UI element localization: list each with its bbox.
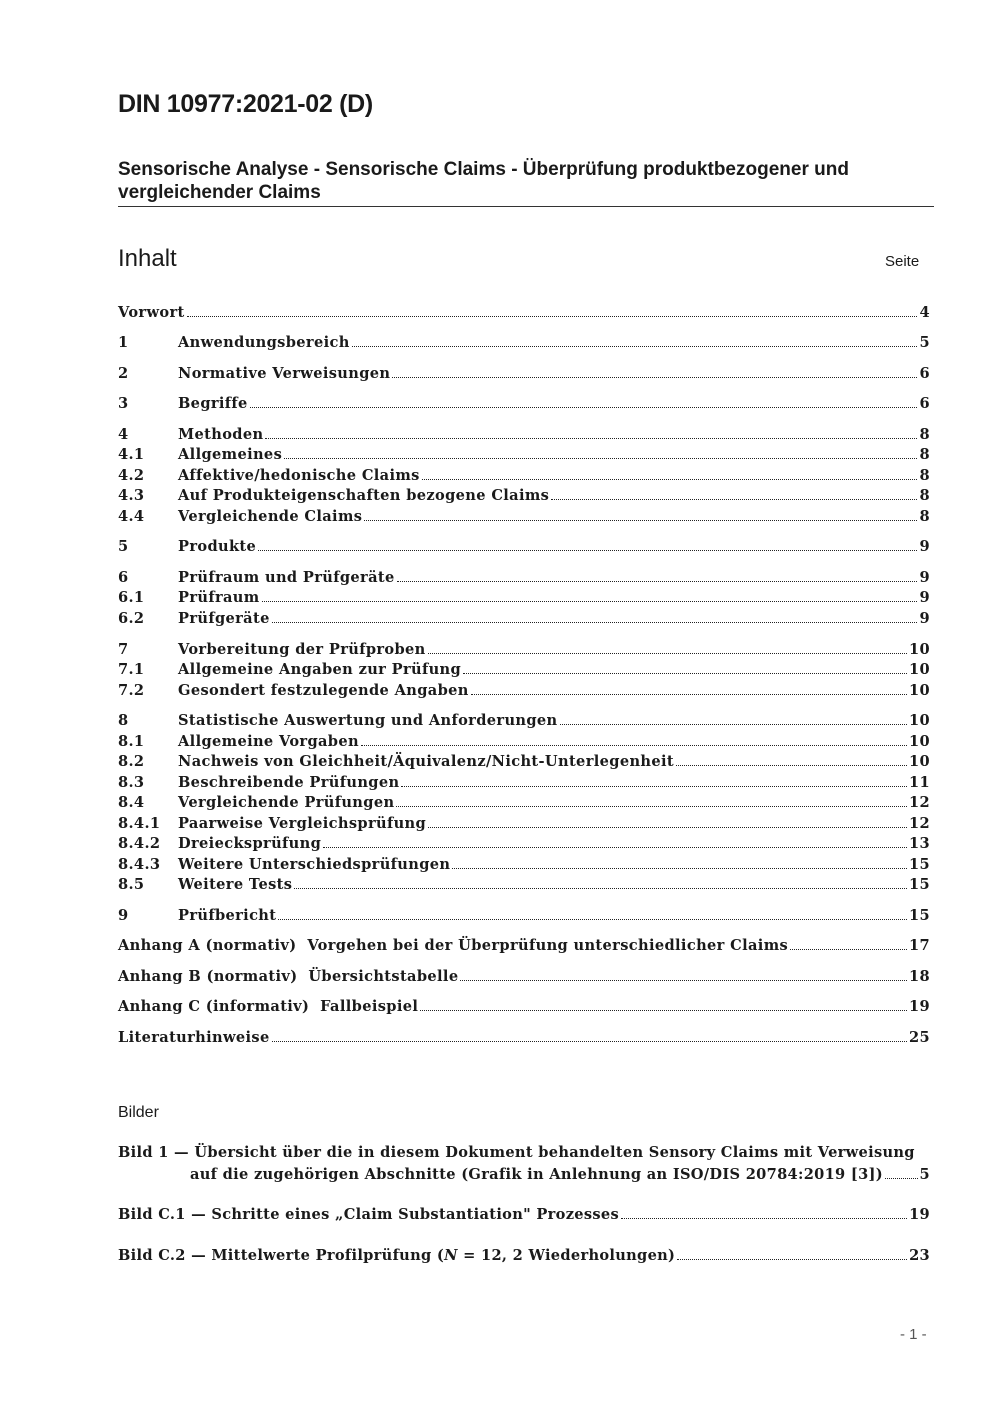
toc-entry-page: 15 (908, 907, 930, 924)
toc-entry-title: Allgemeine Vorgaben (178, 733, 359, 750)
toc-leader-dots (463, 673, 907, 674)
toc-leader-dots (397, 581, 918, 582)
toc-entry-number: 2 (118, 365, 129, 382)
toc-leader-dots (551, 499, 917, 500)
toc-leader-dots (471, 694, 907, 695)
toc-entry-page: 25 (908, 1029, 930, 1046)
toc-entry-title: Anhang C (informativ) Fallbeispiel (118, 998, 419, 1015)
toc-leader-dots (676, 765, 907, 766)
toc-entry[interactable] (118, 658, 930, 678)
document-title: Sensorische Analyse - Sensorische Claims - Überprüfung produktbezogener und vergleichender Claims (118, 159, 849, 203)
figure-entry-title-part: = 12, 2 Wiederholungen) (457, 1247, 676, 1264)
toc-entry-page: 9 (919, 569, 930, 586)
toc-entry[interactable] (118, 730, 930, 750)
toc-leader-dots (294, 888, 907, 889)
toc-entry-title: Prüfraum (178, 589, 260, 606)
toc-entry[interactable] (118, 362, 930, 382)
toc-entry-number: 1 (118, 334, 129, 351)
toc-entry-number: 4.1 (118, 446, 145, 463)
toc-entry[interactable] (118, 965, 930, 985)
toc-leader-dots (278, 919, 907, 920)
toc-entry[interactable] (118, 535, 930, 555)
toc-entry[interactable] (118, 934, 930, 954)
toc-entry-title: Prüfgeräte (178, 610, 270, 627)
toc-entry[interactable] (118, 586, 930, 606)
toc-entry-number: 4.4 (118, 508, 145, 525)
toc-entry[interactable] (118, 423, 930, 443)
toc-entry-title: Prüfraum und Prüfgeräte (178, 569, 395, 586)
toc-entry[interactable] (118, 566, 930, 586)
toc-entry-title: Vergleichende Claims (178, 508, 363, 525)
toc-entry[interactable] (118, 771, 930, 791)
toc-entry-page: 8 (919, 446, 930, 463)
toc-entry-number: 8.5 (118, 876, 145, 893)
figure-entry-1-line1[interactable]: Bild 1 — Übersicht über die in diesem Dokument behandelten Sensory Claims mit Verweisung (118, 1144, 915, 1161)
toc-entry-number: 8.4.2 (118, 835, 161, 852)
toc-entry[interactable] (118, 873, 930, 893)
toc-entry-page: 9 (919, 538, 930, 555)
toc-leader-dots (352, 346, 918, 347)
toc-entry-page: 8 (919, 467, 930, 484)
toc-entry[interactable] (118, 505, 930, 525)
toc-entry-page: 10 (908, 753, 930, 770)
toc-entry[interactable] (118, 791, 930, 811)
toc-entry-title: Anwendungsbereich (178, 334, 350, 351)
toc-entry-page: 19 (908, 998, 930, 1015)
toc-entry-page: 9 (919, 589, 930, 606)
toc-entry-title: Prüfbericht (178, 907, 277, 924)
toc-leader-dots (677, 1259, 907, 1260)
toc-entry-page: 15 (908, 856, 930, 873)
toc-entry[interactable] (118, 484, 930, 504)
toc-entry-page: 12 (908, 815, 930, 832)
toc-entry-title: Begriffe (178, 395, 248, 412)
toc-entry-number: 5 (118, 538, 129, 555)
toc-heading: Inhalt (118, 245, 177, 272)
toc-entry-number: 7.2 (118, 682, 145, 699)
figure-entry-title (118, 1247, 675, 1264)
toc-entry-title: Normative Verweisungen (178, 365, 391, 382)
toc-entry-number: 4.2 (118, 467, 145, 484)
figure-entry-c2[interactable] (118, 1244, 930, 1264)
toc-entry-page: 12 (908, 794, 930, 811)
toc-entry[interactable] (118, 301, 930, 321)
toc-entry-number: 4 (118, 426, 129, 443)
toc-leader-dots (460, 980, 907, 981)
toc-leader-dots (560, 724, 907, 725)
toc-leader-dots (621, 1218, 907, 1219)
toc-entry-page: 18 (908, 968, 930, 985)
toc-entry[interactable] (118, 832, 930, 852)
toc-entry-page: 9 (919, 610, 930, 627)
toc-entry-title: Produkte (178, 538, 257, 555)
toc-entry-title: Vergleichende Prüfungen (178, 794, 395, 811)
toc-page-column-heading: Seite (885, 253, 920, 270)
toc-entry-number: 8.2 (118, 753, 145, 770)
toc-leader-dots (885, 1178, 918, 1179)
toc-entry-title: Vorbereitung der Prüfproben (178, 641, 426, 658)
toc-entry[interactable] (118, 331, 930, 351)
figure-entry-title-part: Bild C.2 — Mittelwerte Profilprüfung ( (118, 1247, 445, 1264)
toc-entry-title: Gesondert festzulegende Angaben (178, 682, 469, 699)
toc-leader-dots (258, 550, 917, 551)
toc-leader-dots (428, 653, 907, 654)
toc-entry[interactable] (118, 392, 930, 412)
toc-entry-title: Affektive/hedonische Claims (178, 467, 420, 484)
toc-entry-title: Literaturhinweise (118, 1029, 270, 1046)
toc-leader-dots (396, 806, 907, 807)
figure-entry-variable: N (444, 1247, 458, 1264)
toc-entry-title: Weitere Tests (178, 876, 293, 893)
toc-entry-number: 4.3 (118, 487, 145, 504)
toc-entry[interactable] (118, 750, 930, 770)
toc-entry-number: 6.2 (118, 610, 145, 627)
toc-entry-title: Vorwort (118, 304, 185, 321)
toc-entry-page: 6 (919, 395, 930, 412)
toc-entry-page: 17 (908, 937, 930, 954)
page-number: - 1 - (900, 1326, 927, 1343)
toc-entry-title: Allgemeines (178, 446, 283, 463)
toc-leader-dots (422, 479, 918, 480)
toc-leader-dots (284, 458, 917, 459)
title-divider (118, 206, 934, 207)
toc-leader-dots (392, 377, 917, 378)
toc-entry-page: 4 (919, 304, 930, 321)
toc-entry-number: 8.4 (118, 794, 145, 811)
toc-entry-title: Paarweise Vergleichsprüfung (178, 815, 427, 832)
toc-entry[interactable] (118, 638, 930, 658)
figure-entry-c1[interactable] (118, 1203, 930, 1223)
toc-entry-title: Statistische Auswertung und Anforderungen (178, 712, 558, 729)
toc-entry[interactable] (118, 812, 930, 832)
toc-entry-page: 10 (908, 733, 930, 750)
toc-entry-title: Anhang B (normativ) Übersichtstabelle (118, 968, 459, 985)
toc-entry-number: 7 (118, 641, 129, 658)
toc-leader-dots (420, 1010, 907, 1011)
toc-entry-number: 3 (118, 395, 129, 412)
toc-entry-page: 11 (908, 774, 930, 791)
toc-leader-dots (250, 407, 918, 408)
toc-entry-title: Beschreibende Prüfungen (178, 774, 400, 791)
toc-entry-page: 8 (919, 508, 930, 525)
toc-entry-number: 9 (118, 907, 129, 924)
toc-entry-number: 8.4.1 (118, 815, 161, 832)
toc-entry-title: Weitere Unterschiedsprüfungen (178, 856, 451, 873)
toc-entry[interactable] (118, 709, 930, 729)
toc-entry-number: 7.1 (118, 661, 145, 678)
toc-entry-title: Dreiecksprüfung (178, 835, 322, 852)
toc-entry-page: 6 (919, 365, 930, 382)
toc-entry[interactable] (118, 464, 930, 484)
toc-entry[interactable] (118, 904, 930, 924)
figure-entry-page: 19 (909, 1206, 930, 1223)
document-id: DIN 10977:2021-02 (D) (118, 90, 373, 118)
toc-entry-title: Auf Produkteigenschaften bezogene Claims (178, 487, 550, 504)
toc-leader-dots (265, 438, 917, 439)
figure-entry-page: 5 (919, 1166, 930, 1183)
toc-entry[interactable] (118, 995, 930, 1015)
toc-entry-number: 8.1 (118, 733, 145, 750)
toc-entry-title: Nachweis von Gleichheit/Äquivalenz/Nicht-Unterlegenheit (178, 753, 674, 770)
toc-entry-number: 8.4.3 (118, 856, 161, 873)
toc-leader-dots (401, 786, 907, 787)
toc-entry-page: 10 (908, 641, 930, 658)
toc-entry-number: 6 (118, 569, 129, 586)
figures-heading: Bilder (118, 1104, 159, 1121)
toc-leader-dots (272, 622, 918, 623)
toc-entry-page: 5 (919, 334, 930, 351)
toc-entry[interactable] (118, 1026, 930, 1046)
toc-entry-title: Anhang A (normativ) Vorgehen bei der Überprüfung unterschiedlicher Claims (118, 937, 789, 954)
toc-leader-dots (790, 949, 907, 950)
toc-leader-dots (364, 520, 917, 521)
toc-entry[interactable] (118, 607, 930, 627)
toc-leader-dots (452, 868, 907, 869)
toc-entry-page: 10 (908, 712, 930, 729)
toc-entry[interactable] (118, 853, 930, 873)
toc-entry-number: 8.3 (118, 774, 145, 791)
toc-leader-dots (272, 1041, 907, 1042)
toc-entry[interactable] (118, 443, 930, 463)
toc-entry-page: 13 (908, 835, 930, 852)
toc-entry-title: Allgemeine Angaben zur Prüfung (178, 661, 462, 678)
figure-entry-title: Bild C.1 — Schritte eines „Claim Substantiation" Prozesses (118, 1206, 620, 1223)
toc-leader-dots (428, 827, 907, 828)
toc-leader-dots (187, 316, 918, 317)
toc-entry-number: 8 (118, 712, 129, 729)
figure-entry-page: 23 (909, 1247, 930, 1264)
toc-entry-page: 8 (919, 487, 930, 504)
toc-leader-dots (262, 601, 918, 602)
toc-entry[interactable] (118, 679, 930, 699)
toc-leader-dots (361, 745, 907, 746)
figure-entry-title: auf die zugehörigen Abschnitte (Grafik in Anlehnung an ISO/DIS 20784:2019 [3]) (190, 1166, 883, 1183)
toc-leader-dots (323, 847, 907, 848)
toc-entry-number: 6.1 (118, 589, 145, 606)
toc-entry-page: 8 (919, 426, 930, 443)
toc-entry-page: 10 (908, 682, 930, 699)
toc-entry-page: 15 (908, 876, 930, 893)
toc-entry-page: 10 (908, 661, 930, 678)
toc-entry-title: Methoden (178, 426, 264, 443)
figure-entry-1-line2[interactable] (118, 1163, 930, 1183)
